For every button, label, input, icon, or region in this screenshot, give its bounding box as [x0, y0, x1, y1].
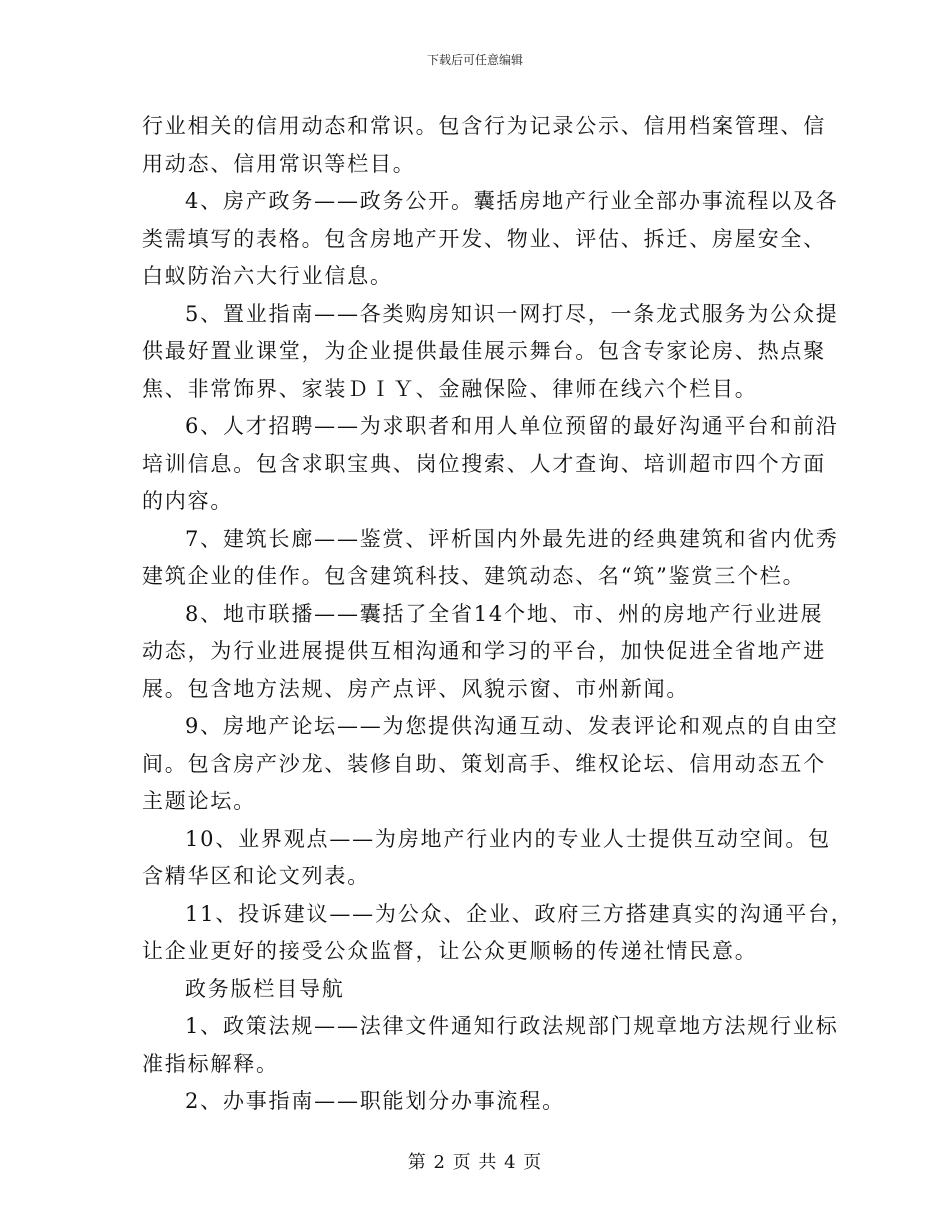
text-line: 展。包含地方法规、房产点评、风貌示窗、市州新闻。 [142, 676, 690, 701]
paragraph [142, 1008, 839, 1083]
text-line: 含精华区和论文列表。 [142, 864, 370, 888]
text-line: 供最好置业课堂，为企业提供最佳展示舞台。包含专家论房、热点聚 [142, 339, 826, 363]
paragraph [142, 1083, 812, 1121]
text-line: 政务版栏目导航 [185, 976, 345, 1001]
paragraph [142, 183, 839, 296]
text-line: 焦、非常饰界、家装ＤＩＹ、金融保险、律师在线六个栏目。 [142, 376, 758, 401]
text-line: 用动态、信用常识等栏目。 [142, 151, 416, 176]
document-body [142, 108, 854, 1121]
paragraph [142, 596, 826, 709]
text-line: 行业相关的信用动态和常识。包含行为记录公示、信用档案管理、信 [142, 114, 826, 138]
text-line: 4、房产政务——政务公开。囊括房地产行业全部办事流程以及各 [185, 189, 839, 213]
text-line: 11、投诉建议——为公众、企业、政府三方搭建真实的沟通平台， [185, 901, 854, 926]
text-line: 准指标解释。 [142, 1051, 279, 1076]
text-line: 9、房地产论坛——为您提供沟通互动、发表评论和观点的自由空 [185, 714, 839, 738]
page-footer: 第 2 页 共 4 页 [407, 1152, 543, 1173]
text-line: 的内容。 [142, 489, 234, 513]
text-line: 类需填写的表格。包含房地产开发、物业、评估、拆迁、房屋安全、 [142, 226, 826, 251]
text-line: 6、人才招聘——为求职者和用人单位预留的最好沟通平台和前沿 [185, 414, 839, 438]
paragraph [142, 708, 839, 821]
text-line: 7、建筑长廊——鉴赏、评析国内外最先进的经典建筑和省内优秀 [185, 526, 839, 551]
paragraph [142, 896, 854, 971]
text-line: 2、办事指南——职能划分办事流程。 [185, 1089, 565, 1113]
text-line: 培训信息。包含求职宝典、岗位搜索、人才查询、培训超市四个方面 [142, 451, 826, 476]
paragraph [142, 971, 812, 1009]
text-line: 5、置业指南——各类购房知识一网打尽，一条龙式服务为公众提 [185, 301, 839, 326]
paragraph [142, 521, 839, 596]
text-line: 10、业界观点——为房地产行业内的专业人士提供互动空间。包 [185, 826, 831, 851]
paragraph [142, 108, 826, 183]
text-line: 让企业更好的接受公众监督，让公众更顺畅的传递社情民意。 [142, 939, 758, 963]
text-line: 间。包含房产沙龙、装修自助、策划高手、维权论坛、信用动态五个 [142, 751, 826, 776]
page-header: 下载后可任意编辑 [426, 53, 523, 67]
text-line: 动态，为行业进展提供互相沟通和学习的平台，加快促进全省地产进 [142, 639, 826, 663]
text-line: 8、地市联播——囊括了全省14个地、市、州的房地产行业进展 [185, 601, 824, 626]
paragraph [142, 408, 839, 521]
text-line: 主题论坛。 [142, 789, 256, 813]
text-line: 白蚁防治六大行业信息。 [142, 264, 393, 288]
paragraph [142, 821, 831, 896]
paragraph [142, 296, 839, 409]
text-line: 建筑企业的佳作。包含建筑科技、建筑动态、名“筑”鉴赏三个栏。 [142, 564, 806, 588]
text-line: 1、政策法规——法律文件通知行政法规部门规章地方法规行业标 [185, 1014, 839, 1038]
